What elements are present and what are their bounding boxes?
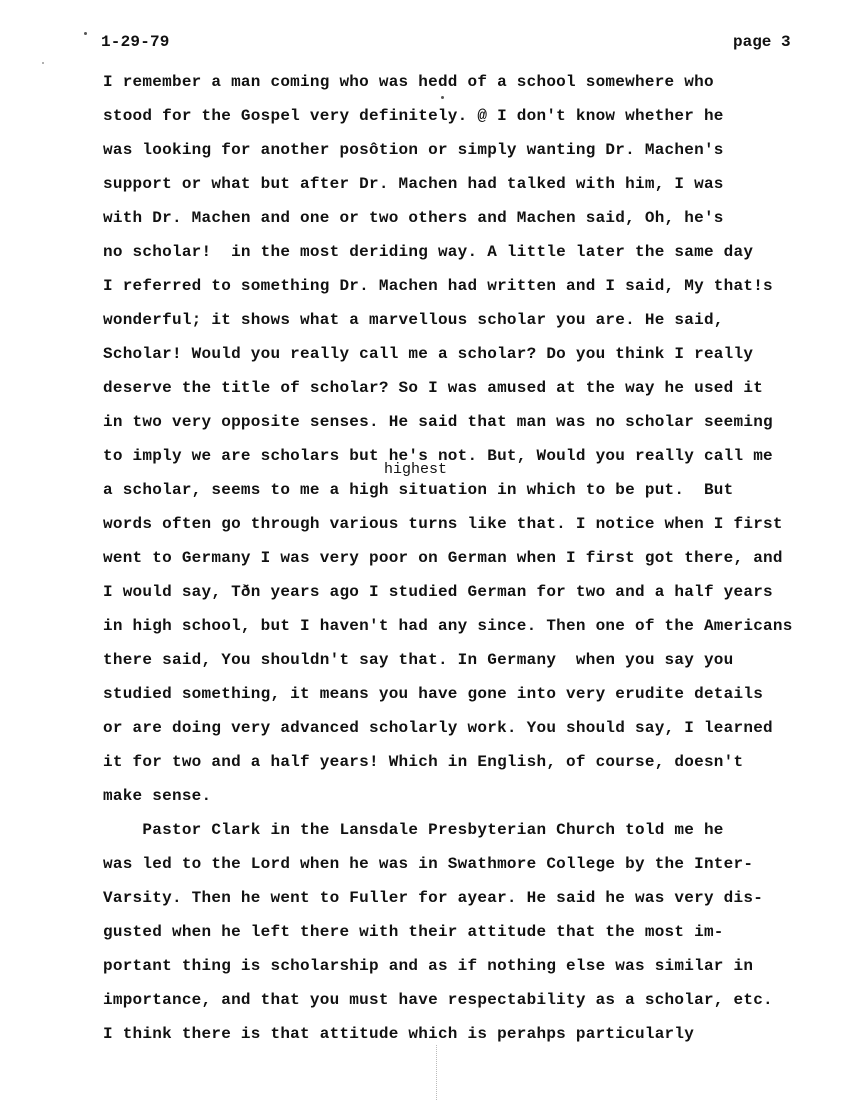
scan-speck bbox=[42, 62, 44, 64]
text-line: it for two and a half years! Which in English, of course, doesn't bbox=[103, 753, 744, 771]
text-line: or are doing very advanced scholarly work. You should say, I learned bbox=[103, 719, 773, 737]
text-line: in two very opposite senses. He said that man was no scholar seeming bbox=[103, 413, 773, 431]
text-line: I would say, Tðn years ago I studied German for two and a half years bbox=[103, 583, 773, 601]
scan-speck bbox=[84, 32, 87, 35]
text-line: I referred to something Dr. Machen had written and I said, My that!s bbox=[103, 277, 773, 295]
text-line: importance, and that you must have respectability as a scholar, etc. bbox=[103, 991, 773, 1009]
text-line: went to Germany I was very poor on German when I first got there, and bbox=[103, 549, 783, 567]
text-line: words often go through various turns like that. I notice when I first bbox=[103, 515, 783, 533]
scan-speck bbox=[441, 96, 444, 99]
page-date: 1-29-79 bbox=[101, 33, 170, 51]
text-line: gusted when he left there with their attitude that the most im- bbox=[103, 923, 724, 941]
text-line: stood for the Gospel very definitely. @ I don't know whether he bbox=[103, 107, 724, 125]
text-line: make sense. bbox=[103, 787, 212, 805]
text-line: I think there is that attitude which is perahps particularly bbox=[103, 1025, 695, 1043]
page-number: page 3 bbox=[733, 33, 791, 51]
text-line: in high school, but I haven't had any since. Then one of the Americans bbox=[103, 617, 793, 635]
text-line: portant thing is scholarship and as if nothing else was similar in bbox=[103, 957, 754, 975]
scan-artifact-line bbox=[436, 1045, 437, 1100]
text-line: Pastor Clark in the Lansdale Presbyterian Church told me he bbox=[103, 821, 724, 839]
text-line: wonderful; it shows what a marvellous scholar you are. He said, bbox=[103, 311, 724, 329]
text-line: studied something, it means you have gone into very erudite details bbox=[103, 685, 764, 703]
text-line: Varsity. Then he went to Fuller for ayear. He said he was very dis- bbox=[103, 889, 764, 907]
text-line: to imply we are scholars but he's not. But, Would you really call me bbox=[103, 447, 773, 465]
handwritten-insertion: highest bbox=[384, 461, 448, 478]
text-line: there said, You shouldn't say that. In Germany when you say you bbox=[103, 651, 734, 669]
text-line: I remember a man coming who was hedd of a school somewhere who bbox=[103, 73, 714, 91]
text-line: support or what but after Dr. Machen had talked with him, I was bbox=[103, 175, 724, 193]
text-line: with Dr. Machen and one or two others and Machen said, Oh, he's bbox=[103, 209, 724, 227]
text-line: was looking for another posôtion or simply wanting Dr. Machen's bbox=[103, 141, 724, 159]
text-line: a scholar, seems to me a high situation in which to be put. But bbox=[103, 481, 734, 499]
text-line: no scholar! in the most deriding way. A little later the same day bbox=[103, 243, 754, 261]
text-line: Scholar! Would you really call me a scholar? Do you think I really bbox=[103, 345, 754, 363]
text-line: deserve the title of scholar? So I was amused at the way he used it bbox=[103, 379, 764, 397]
text-line: was led to the Lord when he was in Swathmore College by the Inter- bbox=[103, 855, 754, 873]
